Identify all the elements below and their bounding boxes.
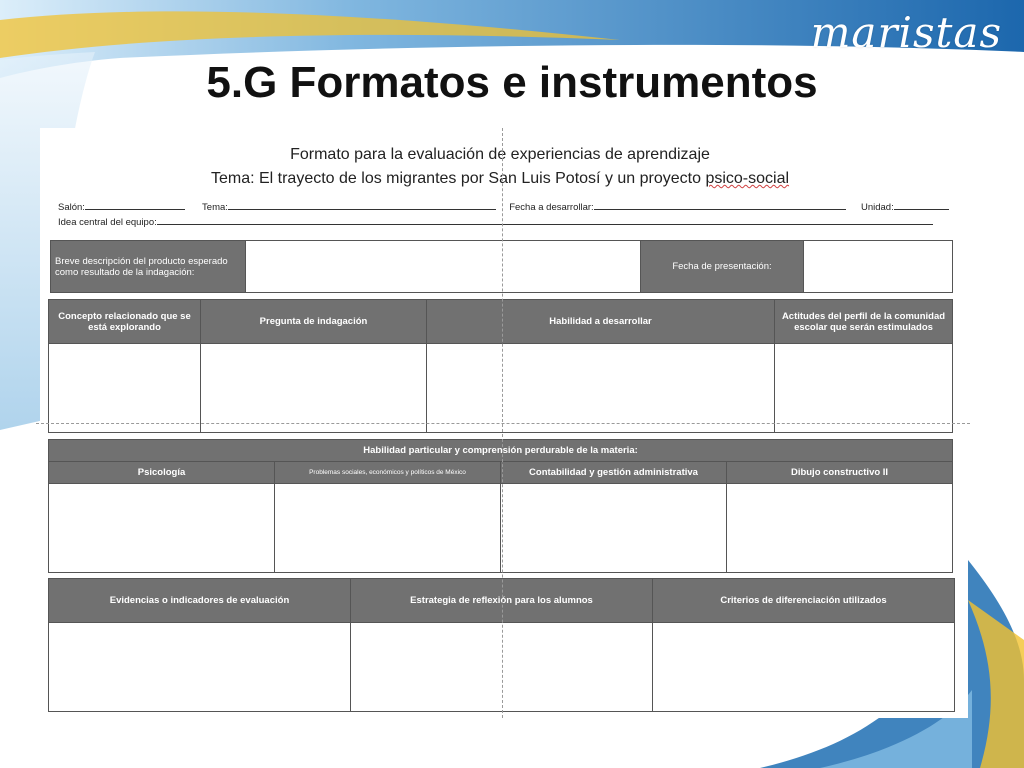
- horizontal-guide-line: [36, 423, 970, 424]
- input-dibujo[interactable]: [727, 484, 953, 573]
- field-row-2: [58, 215, 933, 228]
- fecha-presentacion-label: Fecha de presentación:: [641, 241, 804, 293]
- document-subtitle-prefix: Tema: El trayecto de los migrantes por San Luis Potosí y un proyecto: [210, 170, 706, 187]
- input-problemas-sociales[interactable]: [275, 484, 501, 573]
- input-concepto[interactable]: [49, 344, 201, 433]
- header-pregunta: Pregunta de indagación: [201, 300, 427, 344]
- field-salon-line[interactable]: [85, 200, 185, 210]
- input-actitudes[interactable]: [775, 344, 953, 433]
- slide-title: 5.G Formatos e instrumentos: [206, 58, 818, 107]
- document-title: Formato para la evaluación de experiencias de aprendizaje: [290, 146, 710, 163]
- header-actitudes: Actitudes del perfil de la comunidad escolar que serán estimulados: [775, 300, 953, 344]
- header-estrategia: Estrategia de reflexión para los alumnos: [351, 579, 653, 623]
- header-psicologia: Psicología: [49, 462, 275, 484]
- header-habilidad: Habilidad a desarrollar: [427, 300, 775, 344]
- field-fecha-desarrollar-line[interactable]: [594, 200, 846, 210]
- header-evidencias: Evidencias o indicadores de evaluación: [49, 579, 351, 623]
- field-tema-label: Tema:: [202, 202, 228, 213]
- input-criterios[interactable]: [653, 623, 955, 712]
- input-evidencias[interactable]: [49, 623, 351, 712]
- field-idea-central-line[interactable]: [157, 215, 933, 225]
- field-idea-central-label: Idea central del equipo:: [58, 217, 157, 228]
- field-salon-label: Salón:: [58, 202, 85, 213]
- field-unidad-line[interactable]: [894, 200, 949, 210]
- maristas-logo: maristas: [810, 8, 1002, 57]
- input-pregunta[interactable]: [201, 344, 427, 433]
- document-subtitle: [140, 170, 860, 188]
- table-indagacion: [48, 299, 953, 433]
- field-fecha-desarrollar-label: Fecha a desarrollar:: [509, 202, 594, 213]
- document-subtitle-wavy-word: psico-social: [705, 170, 790, 187]
- field-unidad-label: Unidad:: [860, 202, 894, 213]
- table-habilidad-materias: [48, 439, 953, 573]
- input-habilidad[interactable]: [427, 344, 775, 433]
- header-dibujo: Dibujo constructivo II: [727, 462, 953, 484]
- input-psicologia[interactable]: [49, 484, 275, 573]
- input-contabilidad[interactable]: [501, 484, 727, 573]
- header-contabilidad: Contabilidad y gestión administrativa: [501, 462, 727, 484]
- fecha-presentacion-input-cell[interactable]: [804, 241, 953, 293]
- header-habilidad-particular: Habilidad particular y comprensión perdurable de la materia:: [49, 440, 953, 462]
- header-criterios: Criterios de diferenciación utilizados: [653, 579, 955, 623]
- header-concepto: Concepto relacionado que se está explorando: [49, 300, 201, 344]
- field-tema-line[interactable]: [228, 200, 496, 210]
- field-row-1: [58, 200, 949, 213]
- descripcion-input-cell[interactable]: [246, 241, 641, 293]
- header-problemas-sociales: Problemas sociales, económicos y políticos de México: [275, 462, 501, 484]
- descripcion-label: Breve descripción del producto esperado como resultado de la indagación:: [51, 241, 246, 293]
